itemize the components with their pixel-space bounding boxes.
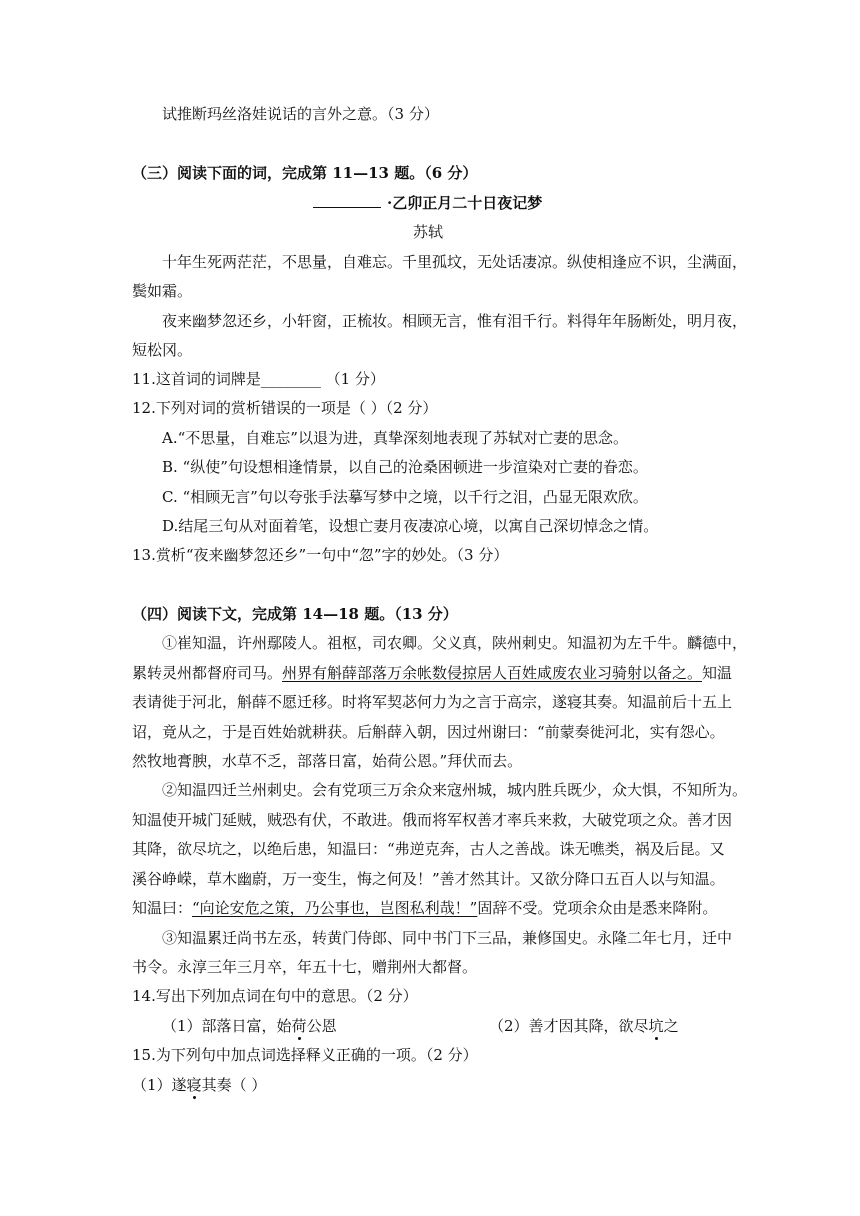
passage-p1-line-5: 然牧地膏腴，水草不乏，部落日富，始荷公恩。”拜伏而去。	[132, 752, 523, 770]
passage-p1-line-3: 表请徙于河北，斛薛不愿迁移。时将军契苾何力为之言于高宗，遂寝其奏。知温前后十五上	[132, 693, 733, 711]
poem-title	[313, 193, 542, 213]
passage-p1-line-1: ①崔知温，许州鄢陵人。祖枢，司农卿。父义真，陕州刺史。知温初为左千牛。麟德中，	[162, 634, 748, 652]
passage-p3-line-2: 书令。永淳三年三月卒，年五十七，赠荆州大都督。	[132, 958, 478, 976]
question-14-item-1	[162, 1016, 337, 1036]
passage-p2-line-3: 其降，欲尽坑之，以绝后患，知温曰：“弗逆克奔，古人之善战。诛无噍类，祸及后昆。又	[132, 840, 725, 858]
underlined-sentence: “向论安危之策，乃公事也，岂图私利哉！”	[192, 899, 478, 917]
question-14-item-2	[489, 1016, 679, 1036]
poem-stanza-1-line-2: 鬓如霜。	[132, 282, 193, 300]
item-text: （1）遂	[132, 1076, 187, 1094]
question-15-item-1	[132, 1075, 266, 1095]
poem-stanza-2-line-1: 夜来幽梦忽还乡，小轩窗，正梳妆。相顾无言，惟有泪千行。料得年年肠断处，明月夜，	[162, 312, 748, 330]
passage-p1-line-2	[132, 663, 732, 683]
passage-p2-line-1: ②知温四迁兰州刺史。会有党项三万余众来寇州城，城内胜兵既少，众大惧，不知所为。	[162, 781, 748, 799]
passage-p2-line-5	[132, 898, 717, 918]
poem-stanza-1-line-1: 十年生死两茫茫，不思量，自难忘。千里孤坟，无处话凄凉。纵使相逢应不识，尘满面，	[162, 253, 748, 271]
passage-text: 知温曰：	[132, 899, 193, 917]
question-12-option-b: B. “纵使”句设想相逢情景，以自己的沧桑困顿进一步渲染对亡妻的眷恋。	[162, 458, 648, 476]
question-11: 11.这首词的词牌是________ （1 分）	[132, 370, 385, 388]
dotted-word: 坑	[648, 1017, 664, 1035]
item-text: 公恩	[306, 1017, 337, 1035]
question-13: 13.赏析“夜来幽梦忽还乡”一句中“忽”字的妙处。（3 分）	[132, 546, 509, 564]
underlined-sentence: 州界有斛薛部落万余帐数侵掠居人百姓咸废农业习骑射以备之。	[282, 664, 703, 682]
passage-text: 累转灵州都督府司马。	[132, 664, 283, 682]
question-12-option-c: C. “相顾无言”句以夸张手法摹写梦中之境，以千行之泪，凸显无限欢欣。	[162, 488, 648, 506]
passage-text: 固辞不受。党项余众由是悉来降附。	[477, 899, 718, 917]
dotted-word: 寝	[186, 1076, 202, 1094]
passage-p3-line-1: ③知温累迁尚书左丞，转黄门侍郎、同中书门下三品，兼修国史。永隆二年七月，迁中	[162, 929, 733, 947]
poem-author: 苏轼	[413, 223, 444, 241]
question-10-tail: 试推断玛丝洛娃说话的言外之意。（3 分）	[162, 105, 439, 123]
item-text: 其奏（ ）	[201, 1076, 267, 1094]
question-15: 15.为下列句中加点词选择释义正确的一项。（2 分）	[132, 1046, 478, 1064]
question-12: 12.下列对词的赏析错误的一项是（ ）（2 分）	[132, 399, 438, 417]
item-text: （2）善才因其降，欲尽	[489, 1017, 649, 1035]
item-text: 之	[663, 1017, 679, 1035]
poem-title-text: ·乙卯正月二十日夜记梦	[387, 194, 543, 212]
question-12-option-d: D.结尾三句从对面着笔，设想亡妻月夜凄凉心境，以寓自己深切悼念之情。	[162, 517, 659, 535]
item-text: （1）部落日富，始	[162, 1017, 292, 1035]
passage-text: 知温	[702, 664, 733, 682]
section-4-heading: （四）阅读下文，完成第 14—18 题。（13 分）	[132, 605, 458, 623]
poem-title-blank	[313, 193, 381, 208]
section-3-heading: （三）阅读下面的词，完成第 11—13 题。（6 分）	[132, 164, 478, 182]
poem-stanza-2-line-2: 短松冈。	[132, 341, 193, 359]
passage-p1-line-4: 诏，竟从之，于是百姓始就耕获。后斛薛入朝，因过州谢曰：“前蒙奏徙河北，实有怨心。	[132, 723, 725, 741]
dotted-word: 荷	[291, 1017, 307, 1035]
passage-p2-line-2: 知温使开城门延贼，贼恐有伏，不敢进。俄而将军权善才率兵来救，大破党项之众。善才因	[132, 811, 733, 829]
question-12-option-a: A.“不思量，自难忘”以退为进，真挚深刻地表现了苏轼对亡妻的思念。	[162, 429, 628, 447]
question-14: 14.写出下列加点词在句中的意思。（2 分）	[132, 987, 418, 1005]
passage-p2-line-4: 溪谷峥嵘，草木幽蔚，万一变生，悔之何及！”善才然其计。又欲分降口五百人以与知温。	[132, 870, 725, 888]
